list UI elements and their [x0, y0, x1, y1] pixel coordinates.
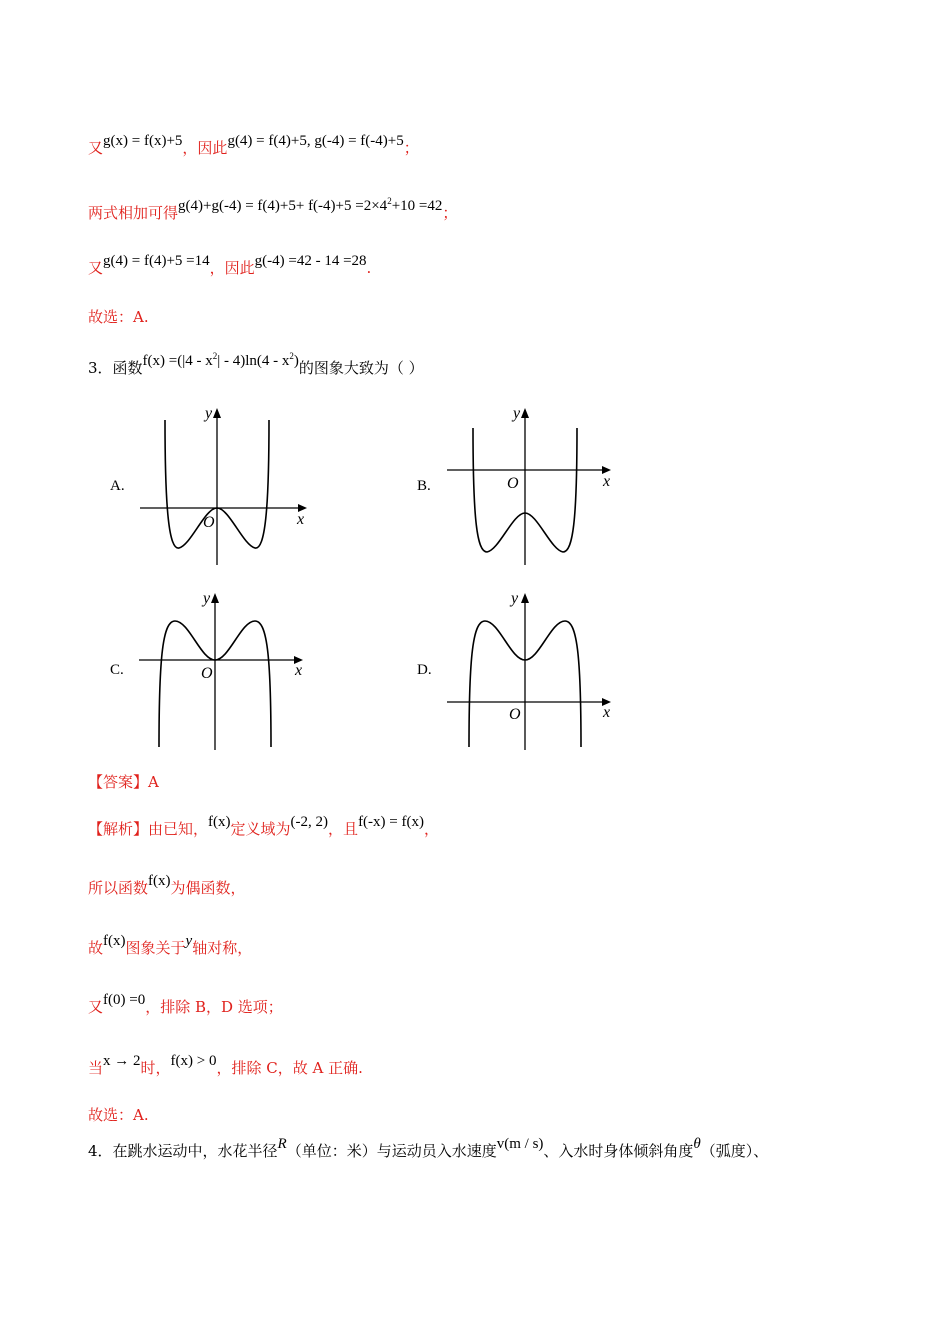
y-axis-label: y — [203, 590, 211, 607]
analysis-label: 【解析】 — [88, 820, 149, 838]
analysis-line-3: 故f(x)图象关于y轴对称， — [88, 933, 253, 957]
option-a-graph — [135, 400, 315, 570]
formula: g(4) = f(4)+5, g(-4) = f(-4)+5 — [227, 133, 404, 149]
y-axis-arrow-icon — [521, 593, 529, 603]
solution-line-2: 两式相加可得$g(4)+g(-4) = f(4)+5+ f(-4)+5 =2\times 4^2+10 =42$； — [88, 196, 458, 222]
formula: $g(4)+g(-4) = f(4)+5+ f(-4)+5 =2\times 4^2+10 =42$ — [178, 196, 443, 214]
origin-label: O — [201, 665, 213, 682]
option-d-label: D. — [417, 662, 432, 678]
y-axis-arrow-icon — [521, 408, 529, 418]
analysis-line-1: 【解析】由已知，f(x)定义域为(-2, 2)，且f(-x) = f(x)， — [88, 814, 440, 838]
question-4: 4．在跳水运动中，水花半径R（单位：米）与运动员入水速度v(m / s)、入水时身体倾斜角度θ（弧度）、 — [88, 1136, 769, 1160]
option-c-label: C. — [110, 662, 124, 678]
analysis-line-4: 又f(0) =0，排除 B，D 选项； — [88, 992, 283, 1016]
option-c-graph — [135, 585, 315, 755]
origin-label: O — [509, 706, 521, 723]
analysis-line-2: 所以函数f(x)为偶函数， — [88, 873, 246, 897]
y-axis-arrow-icon — [213, 408, 221, 418]
formula: g(x) = f(x)+5 — [103, 133, 183, 149]
y-axis-label: y — [513, 405, 521, 422]
answer-line: 【答案】A — [88, 773, 159, 791]
formula: θ — [693, 1136, 701, 1152]
y-axis-arrow-icon — [211, 593, 219, 603]
formula: (-2, 2) — [290, 814, 329, 830]
formula: f(x) > 0 — [170, 1053, 217, 1069]
question-3: 3．函数$f(x) =(|4 - x^2| - 4)\ln(4 - x^2)$的图象大致为（ ） — [88, 351, 424, 377]
question-3-formula: $f(x) =(|4 - x^2| - 4)\ln(4 - x^2)$ — [142, 351, 299, 369]
formula: v(m / s) — [496, 1136, 544, 1152]
origin-label: O — [203, 514, 215, 531]
origin-label: O — [507, 475, 519, 492]
formula: R — [277, 1136, 287, 1152]
x-axis-label: x — [295, 662, 303, 679]
option-b-label: B. — [417, 478, 431, 494]
formula: y — [185, 933, 193, 949]
y-axis-label: y — [511, 590, 519, 607]
formula: g(4) = f(4)+5 =14 — [103, 253, 210, 269]
option-b-graph — [443, 400, 623, 570]
option-d-graph — [443, 585, 623, 755]
formula: f(0) =0 — [103, 992, 146, 1008]
analysis-line-5: 当x → 2时，f(x) > 0，排除 C，故 A 正确. — [88, 1053, 363, 1077]
solution-line-3: 又g(4) = f(4)+5 =14，因此g(-4) =42 - 14 =28. — [88, 253, 372, 277]
y-axis-label: y — [205, 405, 213, 422]
formula: f(x) — [103, 933, 126, 949]
option-a-label: A. — [110, 478, 125, 494]
formula: f(-x) = f(x) — [358, 814, 424, 830]
solution-conclusion: 故选：A. — [88, 308, 149, 326]
x-axis-label: x — [603, 473, 611, 490]
formula: g(-4) =42 - 14 =28 — [254, 253, 367, 269]
x-axis-label: x — [603, 704, 611, 721]
x-axis-label: x — [297, 511, 305, 528]
formula: x → 2 — [103, 1053, 141, 1069]
solution-line-1: 又g(x) = f(x)+5，因此g(4) = f(4)+5, g(-4) = f(-4)+5； — [88, 133, 419, 157]
formula: f(x) — [148, 873, 171, 889]
formula: f(x) — [208, 814, 231, 830]
analysis-conclusion: 故选：A. — [88, 1106, 149, 1124]
answer-value: A — [148, 773, 159, 791]
